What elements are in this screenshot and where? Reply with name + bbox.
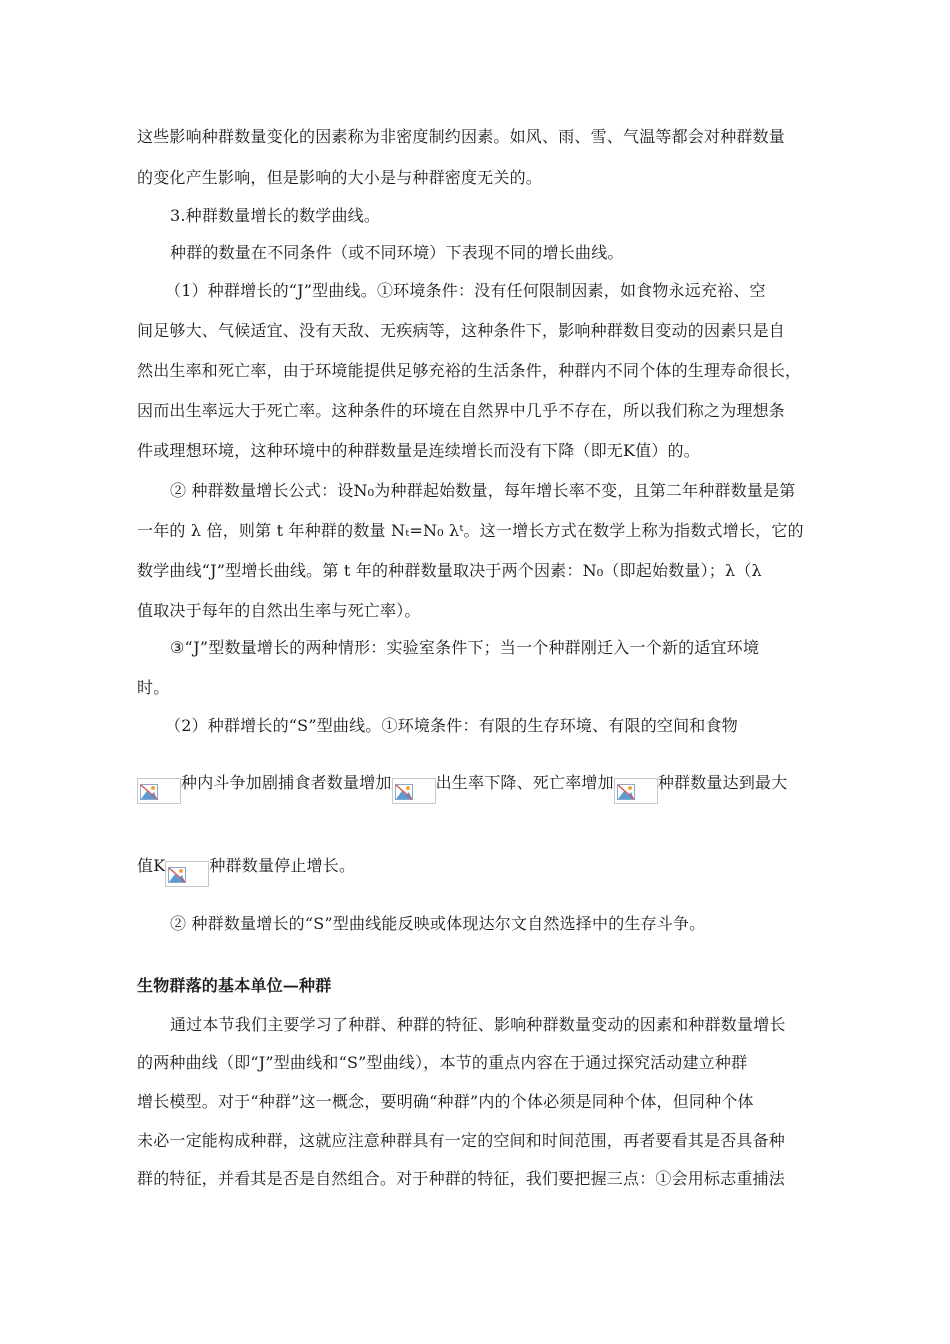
paragraph-line: 这些影响种群数量变化的因素称为非密度制约因素。如风、雨、雪、气温等都会对种群数量: [137, 127, 786, 146]
paragraph-line: 因而出生率远大于死亡率。这种条件的环境在自然界中几乎不存在，所以我们称之为理想条: [137, 401, 786, 420]
paragraph-line: 件或理想环境，这种环境中的种群数量是连续增长而没有下降（即无K值）的。: [137, 441, 700, 460]
flow-text: 种群数量达到最大: [657, 773, 788, 792]
broken-image-icon: [165, 861, 209, 887]
broken-image-icon: [392, 778, 436, 804]
paragraph-line: 群的特征，并看其是否是自然组合。对于种群的特征，我们要把握三点：①会用标志重捕法: [137, 1169, 786, 1188]
broken-image-icon: [137, 778, 181, 804]
paragraph-line: 时。: [137, 678, 170, 697]
paragraph-line: （1）种群增长的“J”型曲线。①环境条件：没有任何限制因素，如食物永远充裕、空: [165, 281, 766, 300]
paragraph-line: ③“J”型数量增长的两种情形：实验室条件下；当一个种群刚迁入一个新的适宜环境: [170, 638, 760, 657]
paragraph-line-with-images: [137, 773, 787, 804]
paragraph-line: 然出生率和死亡率，由于环境能提供足够充裕的生活条件，种群内不同个体的生理寿命很长，: [137, 361, 802, 380]
paragraph-line: 数学曲线“J”型增长曲线。第 t 年的种群数量取决于两个因素：N₀（即起始数量）；λ（λ: [137, 561, 762, 580]
flow-text: 出生率下降、死亡率增加: [435, 773, 614, 792]
paragraph-line: （2）种群增长的“S”型曲线。①环境条件：有限的生存环境、有限的空间和食物: [165, 716, 738, 735]
paragraph-line: 种群的数量在不同条件（或不同环境）下表现不同的增长曲线。: [170, 243, 624, 262]
broken-image-icon: [614, 778, 658, 804]
flow-text: 种群数量停止增长。: [209, 856, 356, 875]
paragraph-line: 通过本节我们主要学习了种群、种群的特征、影响种群数量变动的因素和种群数量增长: [170, 1015, 786, 1034]
paragraph-line: 增长模型。对于“种群”这一概念，要明确“种群”内的个体必须是同种个体，但同种个体: [137, 1092, 754, 1111]
paragraph-line: 一年的 λ 倍，则第 t 年种群的数量 Nₜ=N₀ λᵗ。这一增长方式在数学上称为指数式增长，它的: [137, 521, 804, 540]
paragraph-line: ② 种群数量增长公式：设N₀为种群起始数量，每年增长率不变，且第二年种群数量是第: [170, 481, 796, 500]
paragraph-line: 的两种曲线（即“J”型曲线和“S”型曲线），本节的重点内容在于通过探究活动建立种群: [137, 1053, 748, 1072]
section-item: 3.种群数量增长的数学曲线。: [170, 206, 381, 225]
paragraph-line-with-images: [137, 856, 355, 887]
paragraph-line: 未必一定能构成种群，这就应注意种群具有一定的空间和时间范围，再者要看其是否具备种: [137, 1131, 786, 1150]
flow-text: 种内斗争加剧捕食者数量增加: [181, 773, 392, 792]
flow-text: 值K: [137, 856, 166, 875]
paragraph-line: 间足够大、气候适宜、没有天敌、无疾病等，这种条件下，影响种群数目变动的因素只是自: [137, 321, 786, 340]
paragraph-line: 值取决于每年的自然出生率与死亡率）。: [137, 601, 421, 620]
paragraph-line: ② 种群数量增长的“S”型曲线能反映或体现达尔文自然选择中的生存斗争。: [170, 914, 706, 933]
section-heading: 生物群落的基本单位—种群: [137, 976, 332, 995]
paragraph-line: 的变化产生影响，但是影响的大小是与种群密度无关的。: [137, 168, 543, 187]
